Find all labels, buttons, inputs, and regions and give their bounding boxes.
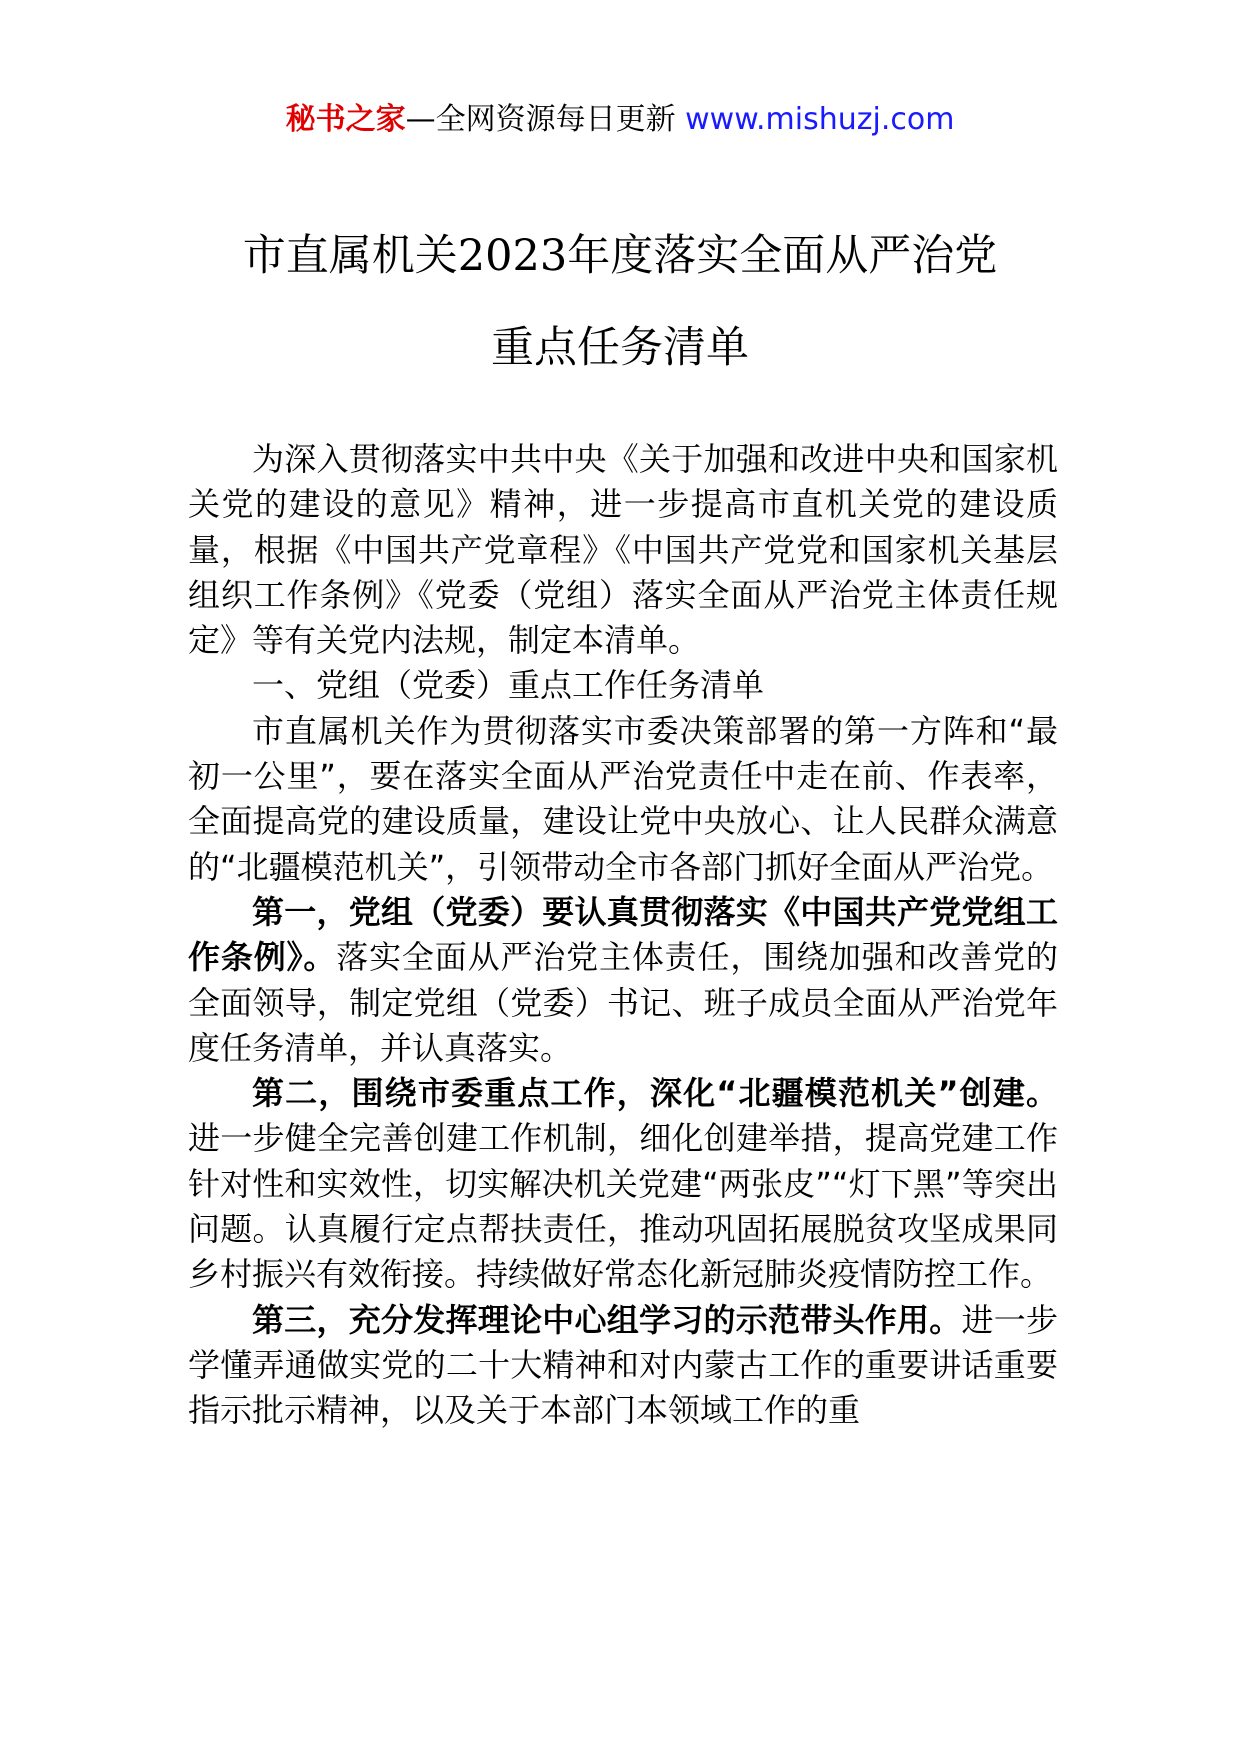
document-title-line1: 市直属机关2023年度落实全面从严治党 [242, 231, 998, 281]
site-url: www.mishuzj.com [685, 102, 955, 137]
intro-paragraph: 为深入贯彻落实中共中央《关于加强和改进中央和国家机关党的建设的意见》精神，进一步提高市直机关党的建设质量，根据《中国共产党章程》《中国共产党党和国家机关基层组织工作条例》《党委（党组）落实全面从严治党主体责任规定》等有关党内法规，制定本清单。 [188, 440, 1058, 660]
task-item-1-text: 落实全面从严治党主体责任，围绕加强和改善党的全面领导，制定党组（党委）书记、班子成员全面从严治党年度任务清单，并认真落实。 [188, 938, 1058, 1067]
page-header [0, 100, 1240, 140]
task-item-2-heading: 第二，围绕市委重点工作，深化“北疆模范机关”创建。 [252, 1074, 1058, 1113]
task-item-3-heading: 第三，充分发挥理论中心组学习的示范带头作用。 [252, 1300, 962, 1339]
task-item-2-text: 进一步健全完善创建工作机制，细化创建举措，提高党建工作针对性和实效性，切实解决机关党建“两张皮”“灯下黑”等突出问题。认真履行定点帮扶责任，推动巩固拓展脱贫攻坚成果同乡村振兴有效衔接。持续做好常态化新冠肺炎疫情防控工作。 [188, 1119, 1058, 1294]
task-item-2 [188, 1071, 1058, 1297]
task-item-3 [188, 1298, 1058, 1434]
task-item-1-heading: 第一，党组（党委）要认真贯彻落实《中国共产党党组工作条例》。 [188, 892, 1058, 977]
site-name: 秘书之家 [285, 102, 406, 137]
section-heading: 一、党组（党委）重点工作任务清单 [252, 666, 765, 705]
document-body [188, 437, 1058, 1434]
task-item-3-text: 进一步学懂弄通做实党的二十大精神和对内蒙古工作的重要讲话重要指示批示精神，以及关于本部门本领域工作的重 [188, 1300, 1058, 1430]
task-item-1 [188, 890, 1058, 1071]
site-tagline: —全网资源每日更新 [405, 102, 676, 137]
document-title-line2: 重点任务清单 [491, 323, 749, 373]
section-paragraph: 市直属机关作为贯彻落实市委决策部署的第一方阵和“最初一公里”，要在落实全面从严治党责任中走在前、作表率，全面提高党的建设质量，建设让党中央放心、让人民群众满意的“北疆模范机关”，引领带动全市各部门抓好全面从严治党。 [188, 711, 1058, 886]
